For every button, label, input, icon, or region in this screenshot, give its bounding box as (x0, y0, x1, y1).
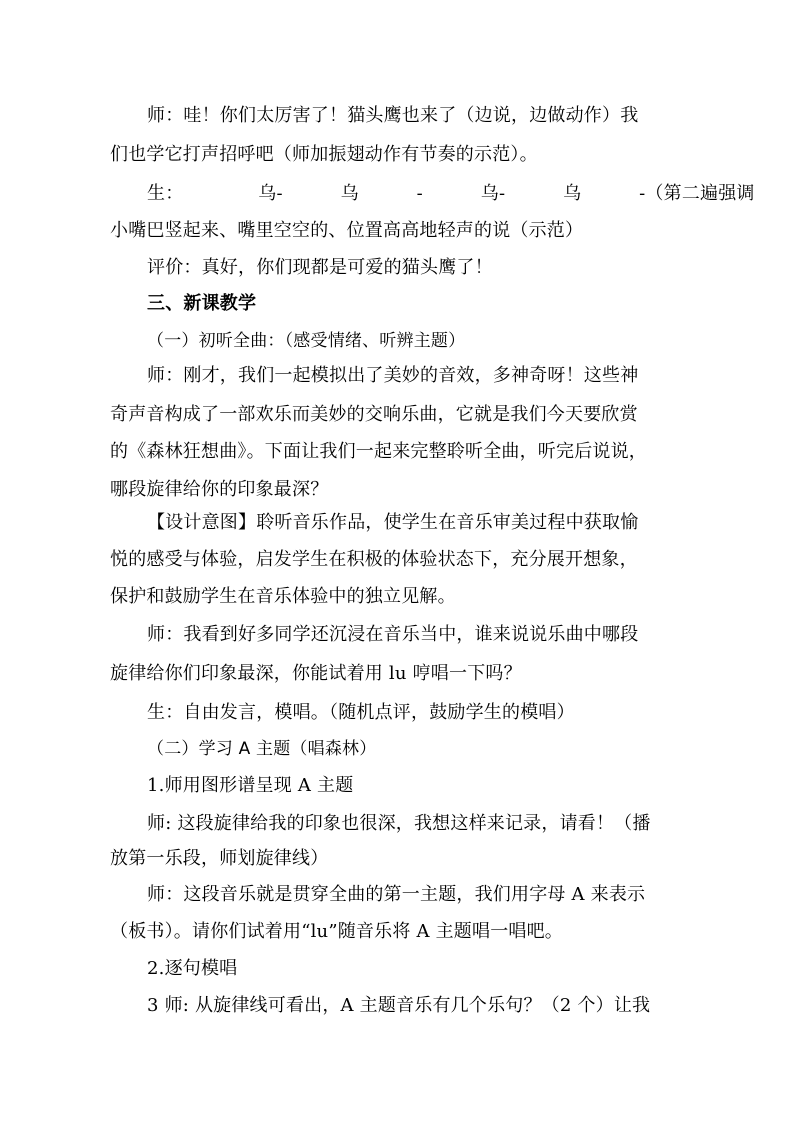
paragraph-line: 的《森林狂想曲》。下面让我们一起来完整聆听全曲，听完后说说， (110, 441, 647, 462)
list-item: 2.逐句模唱 (147, 958, 238, 979)
syllable: - (416, 183, 423, 204)
syllable: 乌 (340, 183, 359, 204)
paragraph-line: 师: 这段旋律给我的印象也很深，我想这样来记录，请看！（播 (147, 813, 651, 834)
list-item: 1.师用图形谱呈现 A 主题 (147, 775, 354, 796)
syllable: 乌- (480, 183, 506, 204)
paragraph-line: 保护和鼓励学生在音乐体验中的独立见解。 (110, 586, 456, 607)
paragraph-line: 师：刚才，我们一起模拟出了美妙的音效，多神奇呀！这些神 (147, 365, 639, 386)
paragraph-line: 哪段旋律给你的印象最深？ (110, 479, 329, 500)
subsection-heading: （二）学习 A 主题（唱森林） (147, 739, 377, 759)
paragraph-line: 小嘴巴竖起来、嘴里空空的、位置高高地轻声的说（示范） (110, 220, 584, 241)
design-intent-line: 【设计意图】聆听音乐作品，使学生在音乐审美过程中获取愉 (147, 512, 639, 533)
paragraph-line: 评价：真好，你们现都是可爱的猫头鹰了！ (147, 257, 493, 278)
paragraph-line-spaced (147, 182, 755, 206)
paragraph-line: 师：这段音乐就是贯穿全曲的第一主题，我们用字母 A 来表示 (147, 884, 646, 905)
syllable: 乌- (258, 183, 283, 204)
paragraph-line: 生：自由发言，模唱。（随机点评，鼓励学生的模唱） (147, 702, 575, 723)
paragraph-line: 放第一乐段，师划旋律线） (110, 848, 329, 869)
syllable: 乌 (563, 183, 582, 204)
section-heading: 三、新课教学 (147, 293, 257, 314)
paragraph-line: 师：我看到好多同学还沉浸在音乐当中，谁来说说乐曲中哪段 (147, 624, 639, 645)
paragraph-line: 3 师: 从旋律线可看出，A 主题音乐有几个乐句？（2 个）让我 (147, 995, 651, 1016)
paragraph-line: 悦的感受与体验，启发学生在积极的体验状态下，充分展开想象， (110, 549, 638, 570)
syllable-note: -（第二遍强调 (639, 183, 755, 204)
paragraph-line: 们也学它打声招呼吧（师加振翅动作有节奏的示范）。 (110, 144, 538, 165)
paragraph-line: 奇声音构成了一部欢乐而美妙的交响乐曲，它就是我们今天要欣赏 (110, 404, 638, 425)
paragraph-line: 旋律给你们印象最深，你能试着用 lu 哼唱一下吗？ (110, 663, 522, 684)
paragraph-line: 师：哇！你们太厉害了！猫头鹰也来了（边说，边做动作）我 (147, 105, 639, 126)
speaker-label: 生： (147, 183, 184, 204)
subsection-heading: （一）初听全曲：（感受情绪、听辨主题） (147, 331, 466, 351)
paragraph-line: （板书）。请你们试着用“lu”随音乐将 A 主题唱一唱吧。 (110, 921, 563, 942)
